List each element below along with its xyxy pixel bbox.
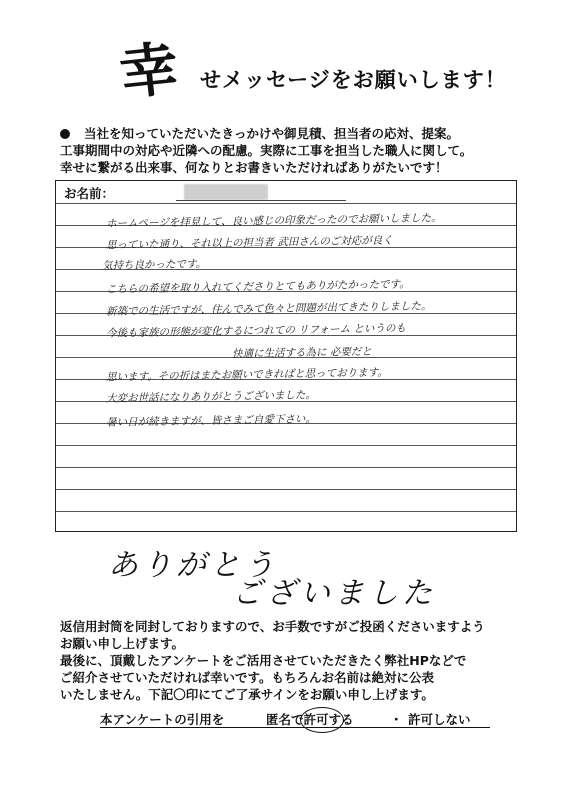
ruled-line (56, 489, 516, 490)
bullet-icon (60, 129, 70, 139)
redacted-name (184, 184, 268, 200)
handwritten-line: ホームページを拝見して、良い感じの印象だったのでお願いしました。 (105, 212, 442, 230)
intro-line: 当社を知っていただいたきっかけや御見積、担当者の応対、提案。 (60, 125, 520, 142)
footer-line: いたしません。下記〇印にてご了承サインをお願い申し上げます。 (60, 687, 434, 702)
intro-line: 幸せに繋がる出来事、何なりとお書きいただければありがたいです！ (60, 160, 448, 175)
intro-text (60, 125, 520, 176)
ruled-line (56, 511, 516, 512)
title-kanji: 幸 (116, 34, 182, 108)
consent-option-allow[interactable]: 匿名で許可する (266, 712, 354, 727)
message-box (55, 180, 517, 532)
handwritten-line: こちらの希望を取り入れてくださりとてもありがたかったです。 (105, 278, 410, 296)
name-label: お名前： (64, 186, 115, 201)
handwritten-line: 大変お世話になりありがとうございました。 (105, 389, 317, 405)
footer-line: お願い申し上げます。 (60, 636, 185, 651)
ruled-line (56, 467, 516, 468)
handwritten-line: 気持ち良かったです。 (101, 258, 207, 272)
consent-separator: ・ (390, 712, 403, 727)
handwritten-line: 暑い日が続きますが、皆さまご自愛下さい。 (105, 413, 317, 429)
title (116, 34, 520, 118)
ruled-line (56, 445, 516, 446)
footer-line: 返信用封筒を同封しておりますので、お手数ですがご投函くださいますよう (60, 619, 485, 634)
consent-prefix: 本アンケートの引用を (100, 712, 225, 727)
ruled-line (56, 203, 516, 204)
selection-circle (300, 707, 344, 733)
handwritten-line: 新築での生活ですが、住んでみて色々と問題が出てきたりしました。 (105, 300, 432, 318)
footer-text (60, 618, 530, 703)
intro-line: 工事期間中の対応や近隣への配慮。実際に工事を担当した職人に関して。 (60, 143, 473, 158)
consent-underline (100, 727, 490, 728)
thanks-line-1: ありがとう (108, 548, 278, 583)
name-row (56, 181, 516, 203)
handwritten-line: 思います。その折はまたお願いできればと思っております。 (105, 366, 388, 384)
title-text: せメッセージをお願いします！ (200, 68, 507, 92)
consent-option-deny[interactable]: 許可しない (408, 712, 471, 727)
name-underline (176, 200, 346, 201)
consent-row (100, 707, 490, 729)
handwritten-line: 快適に生活する為に 必要だと (231, 345, 372, 361)
handwritten-line: 今後も家族の形態が変化するにつれての リフォーム というのも (105, 322, 407, 340)
handwritten-line: 思っていた通り、それ以上の担当者 武田さんのご対応が良く (105, 234, 393, 252)
footer-line: ご紹介させていただければ幸いです。もちろんお名前は絶対に公表 (60, 670, 435, 685)
thanks-line-2: ございました (232, 576, 436, 611)
footer-line: 最後に、頂戴したアンケートをご活用させていただきたく弊社HPなどで (60, 653, 467, 668)
